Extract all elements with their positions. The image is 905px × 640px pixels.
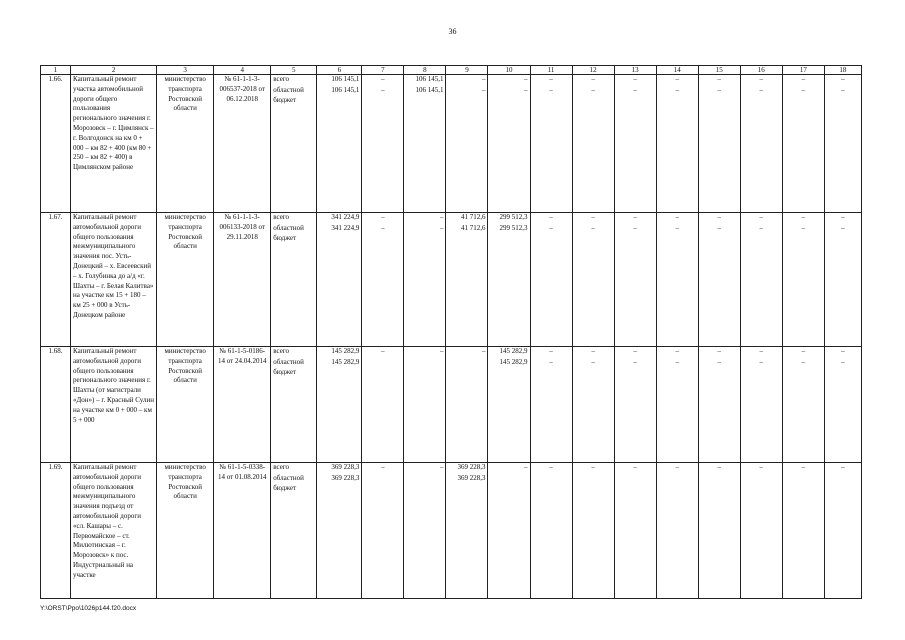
- value-regional-budget: –: [675, 224, 679, 232]
- object-name: Капитальный ремонт автомобильной дороги общего пользования регионального значения г. Шахты (от магистрали «Дон») – г. Красный Сулин на участке км 0 + 000 – км 5 + 000: [71, 347, 157, 463]
- value-regional-budget: –: [801, 224, 806, 232]
- value-regional-budget: –: [801, 86, 806, 94]
- value-col-9: [446, 75, 488, 213]
- value-total: –: [801, 213, 806, 221]
- page-number: 36: [448, 27, 457, 36]
- value-regional-budget: –: [759, 224, 764, 232]
- value-total: –: [549, 463, 553, 471]
- responsible-org: министерство транспорта Ростовской области: [157, 75, 214, 213]
- source-total: всего: [273, 75, 290, 83]
- value-regional-budget: –: [717, 86, 721, 94]
- value-col-10: [488, 75, 530, 213]
- value-regional-budget: –: [439, 224, 444, 232]
- value-regional-budget: [659, 474, 696, 485]
- value-regional-budget: –: [841, 358, 845, 366]
- value-regional-budget: [743, 474, 780, 485]
- column-number-11: 11: [530, 66, 572, 75]
- column-number-5: 5: [271, 66, 317, 75]
- value-regional-budget: –: [717, 224, 721, 232]
- value-regional-budget: –: [381, 224, 385, 232]
- value-total: –: [439, 347, 444, 355]
- value-total: –: [381, 213, 385, 221]
- value-total: –: [717, 463, 721, 471]
- column-number-13: 13: [614, 66, 656, 75]
- value-regional-budget: [406, 358, 443, 369]
- value-regional-budget: –: [481, 86, 486, 94]
- budget-table: [40, 65, 862, 599]
- value-total: –: [549, 213, 553, 221]
- column-number-16: 16: [740, 66, 782, 75]
- value-regional-budget: –: [549, 86, 553, 94]
- value-regional-budget: –: [633, 224, 637, 232]
- value-total: –: [841, 347, 845, 355]
- value-total: 145 282,9: [499, 347, 528, 355]
- value-col-15: [698, 75, 740, 213]
- column-number-2: 2: [71, 66, 157, 75]
- value-total: –: [759, 347, 764, 355]
- source-total: всего: [273, 347, 290, 355]
- value-col-11: [530, 463, 572, 599]
- column-number-9: 9: [446, 66, 488, 75]
- object-name: Капитальный ремонт участка автомобильной дороги общего пользования регионального значения г. Морозовск – г. Цимлянск – г. Волгодонск на км 0 + 000 – км 82 + 400 (км 80 + 250 – км 82 + 400) в Цимлянском районе: [71, 75, 157, 213]
- value-col-12: [572, 463, 614, 599]
- value-col-13: [614, 75, 656, 213]
- value-col-8: [404, 463, 446, 599]
- table-row: [41, 463, 862, 599]
- value-col-8: [404, 347, 446, 463]
- value-regional-budget: –: [591, 358, 595, 366]
- source-regional-budget: областной бюджет: [273, 474, 304, 492]
- value-total: –: [633, 75, 637, 83]
- value-total: 41 712,6: [460, 213, 486, 221]
- value-regional-budget: –: [759, 86, 764, 94]
- value-col-13: [614, 213, 656, 347]
- column-number-3: 3: [157, 66, 214, 75]
- source-regional-budget: областной бюджет: [273, 86, 304, 104]
- value-regional-budget: –: [381, 86, 385, 94]
- value-col-15: [698, 347, 740, 463]
- value-col-6: [317, 347, 362, 463]
- value-total: –: [717, 213, 721, 221]
- value-col-18: [824, 463, 861, 599]
- value-col-18: [824, 347, 861, 463]
- value-col-9: [446, 347, 488, 463]
- column-number-14: 14: [656, 66, 698, 75]
- value-total: 106 145,1: [331, 75, 360, 83]
- value-total: –: [675, 463, 679, 471]
- funding-source: [271, 213, 317, 347]
- value-col-13: [614, 347, 656, 463]
- column-number-17: 17: [782, 66, 824, 75]
- value-regional-budget: [533, 474, 570, 485]
- value-regional-budget: 369 228,3: [457, 474, 486, 482]
- value-regional-budget: [785, 474, 822, 485]
- value-total: –: [841, 75, 845, 83]
- value-total: –: [549, 75, 553, 83]
- value-col-8: [404, 213, 446, 347]
- value-col-10: [488, 463, 530, 599]
- value-col-15: [698, 213, 740, 347]
- value-total: –: [591, 75, 595, 83]
- source-total: всего: [273, 213, 290, 221]
- value-total: –: [759, 75, 764, 83]
- value-col-16: [740, 75, 782, 213]
- value-col-7: [362, 463, 404, 599]
- value-col-11: [530, 347, 572, 463]
- value-total: –: [675, 75, 679, 83]
- funding-source: [271, 75, 317, 213]
- value-col-6: [317, 213, 362, 347]
- column-number-7: 7: [362, 66, 404, 75]
- value-col-14: [656, 347, 698, 463]
- value-regional-budget: 145 282,9: [499, 358, 528, 366]
- value-regional-budget: –: [524, 86, 528, 94]
- row-number: 1.69.: [41, 463, 71, 599]
- column-number-4: 4: [214, 66, 271, 75]
- value-regional-budget: –: [633, 358, 637, 366]
- value-col-15: [698, 463, 740, 599]
- table-row: [41, 347, 862, 463]
- value-col-11: [530, 75, 572, 213]
- document-ref: № 61-1-1-3-006133-2018 от 29.11.2018: [214, 213, 271, 347]
- column-number-6: 6: [317, 66, 362, 75]
- value-regional-budget: [575, 474, 612, 485]
- value-col-18: [824, 213, 861, 347]
- value-col-13: [614, 463, 656, 599]
- value-regional-budget: 341 224,9: [331, 224, 360, 232]
- column-number-12: 12: [572, 66, 614, 75]
- value-col-17: [782, 75, 824, 213]
- value-total: –: [675, 347, 679, 355]
- value-total: –: [717, 347, 721, 355]
- value-regional-budget: –: [841, 86, 845, 94]
- column-number-15: 15: [698, 66, 740, 75]
- table-row: [41, 75, 862, 213]
- value-total: –: [801, 347, 806, 355]
- value-total: 341 224,9: [331, 213, 360, 221]
- value-col-14: [656, 75, 698, 213]
- value-regional-budget: –: [633, 86, 637, 94]
- value-total: –: [481, 75, 486, 83]
- source-regional-budget: областной бюджет: [273, 358, 304, 376]
- value-total: 106 145,1: [415, 75, 444, 83]
- value-col-6: [317, 75, 362, 213]
- value-total: –: [439, 213, 444, 221]
- document-ref: № 61-1-1-3-006537-2018 от 06.12.2018: [214, 75, 271, 213]
- value-col-8: [404, 75, 446, 213]
- value-col-7: [362, 75, 404, 213]
- value-regional-budget: [448, 358, 485, 369]
- row-number: 1.66.: [41, 75, 71, 213]
- value-total: 369 228,3: [331, 463, 360, 471]
- value-regional-budget: –: [675, 358, 679, 366]
- value-regional-budget: 145 282,9: [331, 358, 360, 366]
- value-regional-budget: –: [675, 86, 679, 94]
- document-ref: № 61-1-5-0186-14 от 24.04.2014: [214, 347, 271, 463]
- value-regional-budget: 106 145,1: [331, 86, 360, 94]
- value-total: –: [524, 463, 528, 471]
- value-regional-budget: [827, 474, 859, 485]
- value-col-14: [656, 213, 698, 347]
- value-regional-budget: –: [591, 86, 595, 94]
- value-total: –: [801, 75, 806, 83]
- column-number-1: 1: [41, 66, 71, 75]
- value-regional-budget: 369 228,3: [331, 474, 360, 482]
- value-col-16: [740, 213, 782, 347]
- source-regional-budget: областной бюджет: [273, 224, 304, 242]
- value-col-7: [362, 347, 404, 463]
- row-number: 1.67.: [41, 213, 71, 347]
- value-col-12: [572, 213, 614, 347]
- value-regional-budget: –: [549, 224, 553, 232]
- responsible-org: министерство транспорта Ростовской области: [157, 347, 214, 463]
- value-total: 299 512,3: [499, 213, 528, 221]
- value-col-17: [782, 213, 824, 347]
- value-regional-budget: –: [717, 358, 721, 366]
- column-number-10: 10: [488, 66, 530, 75]
- funding-source: [271, 347, 317, 463]
- row-number: 1.68.: [41, 347, 71, 463]
- responsible-org: министерство транспорта Ростовской области: [157, 213, 214, 347]
- value-col-16: [740, 463, 782, 599]
- document-ref: № 61-1-5-0338-14 от 01.08.2014: [214, 463, 271, 599]
- value-total: –: [717, 75, 721, 83]
- value-regional-budget: [406, 474, 443, 485]
- file-path-footer: Y:\ORST\Ppo\1026p144.f20.docx: [40, 605, 137, 612]
- value-regional-budget: –: [841, 224, 845, 232]
- value-col-6: [317, 463, 362, 599]
- value-col-10: [488, 347, 530, 463]
- value-total: –: [481, 347, 486, 355]
- value-regional-budget: 299 512,3: [499, 224, 528, 232]
- value-regional-budget: –: [591, 224, 595, 232]
- value-col-16: [740, 347, 782, 463]
- column-number-row: [41, 66, 862, 75]
- column-number-18: 18: [824, 66, 861, 75]
- value-total: –: [841, 213, 845, 221]
- value-col-7: [362, 213, 404, 347]
- value-col-18: [824, 75, 861, 213]
- value-total: –: [381, 75, 385, 83]
- value-total: –: [841, 463, 845, 471]
- value-regional-budget: [701, 474, 738, 485]
- value-total: –: [633, 213, 637, 221]
- value-regional-budget: [490, 474, 527, 485]
- value-col-10: [488, 213, 530, 347]
- value-total: –: [591, 213, 595, 221]
- value-col-12: [572, 347, 614, 463]
- value-col-14: [656, 463, 698, 599]
- value-total: 369 228,3: [457, 463, 486, 471]
- object-name: Капитальный ремонт автомобильной дороги общего пользования межмуниципального значения пос. Усть-Донецкий – х. Евсеевский – х. Голубинка до а/д «г. Шахты – г. Белая Калитва» на участке км 15 + 180 – км 25 + 000 в Усть-Донецком районе: [71, 213, 157, 347]
- value-total: –: [633, 347, 637, 355]
- value-regional-budget: –: [801, 358, 806, 366]
- value-col-17: [782, 463, 824, 599]
- value-col-9: [446, 213, 488, 347]
- value-col-12: [572, 75, 614, 213]
- value-total: –: [633, 463, 637, 471]
- value-regional-budget: [364, 358, 401, 369]
- value-col-11: [530, 213, 572, 347]
- value-total: –: [801, 463, 806, 471]
- value-total: –: [381, 347, 385, 355]
- value-col-17: [782, 347, 824, 463]
- source-total: всего: [273, 463, 290, 471]
- value-regional-budget: 106 145,1: [415, 86, 444, 94]
- value-total: –: [675, 213, 679, 221]
- value-total: –: [759, 463, 764, 471]
- value-regional-budget: [617, 474, 654, 485]
- value-total: –: [591, 463, 595, 471]
- value-regional-budget: –: [759, 358, 764, 366]
- value-regional-budget: 41 712,6: [460, 224, 486, 232]
- value-regional-budget: [364, 474, 401, 485]
- value-total: –: [439, 463, 444, 471]
- value-total: 145 282,9: [331, 347, 360, 355]
- value-total: –: [549, 347, 553, 355]
- value-total: –: [524, 75, 528, 83]
- value-regional-budget: –: [549, 358, 553, 366]
- value-total: –: [759, 213, 764, 221]
- object-name: Капитальный ремонт автомобильной дороги общего пользования межмуниципального значения подъезд от автомобильной дороги «сл. Кашары – с. Первомайское – ст. Милютинская – г. Морозовск» к пос. Индустриальный на участке: [71, 463, 157, 599]
- value-total: –: [381, 463, 385, 471]
- funding-source: [271, 463, 317, 599]
- value-total: –: [591, 347, 595, 355]
- column-number-8: 8: [404, 66, 446, 75]
- value-col-9: [446, 463, 488, 599]
- table-row: [41, 213, 862, 347]
- responsible-org: министерство транспорта Ростовской области: [157, 463, 214, 599]
